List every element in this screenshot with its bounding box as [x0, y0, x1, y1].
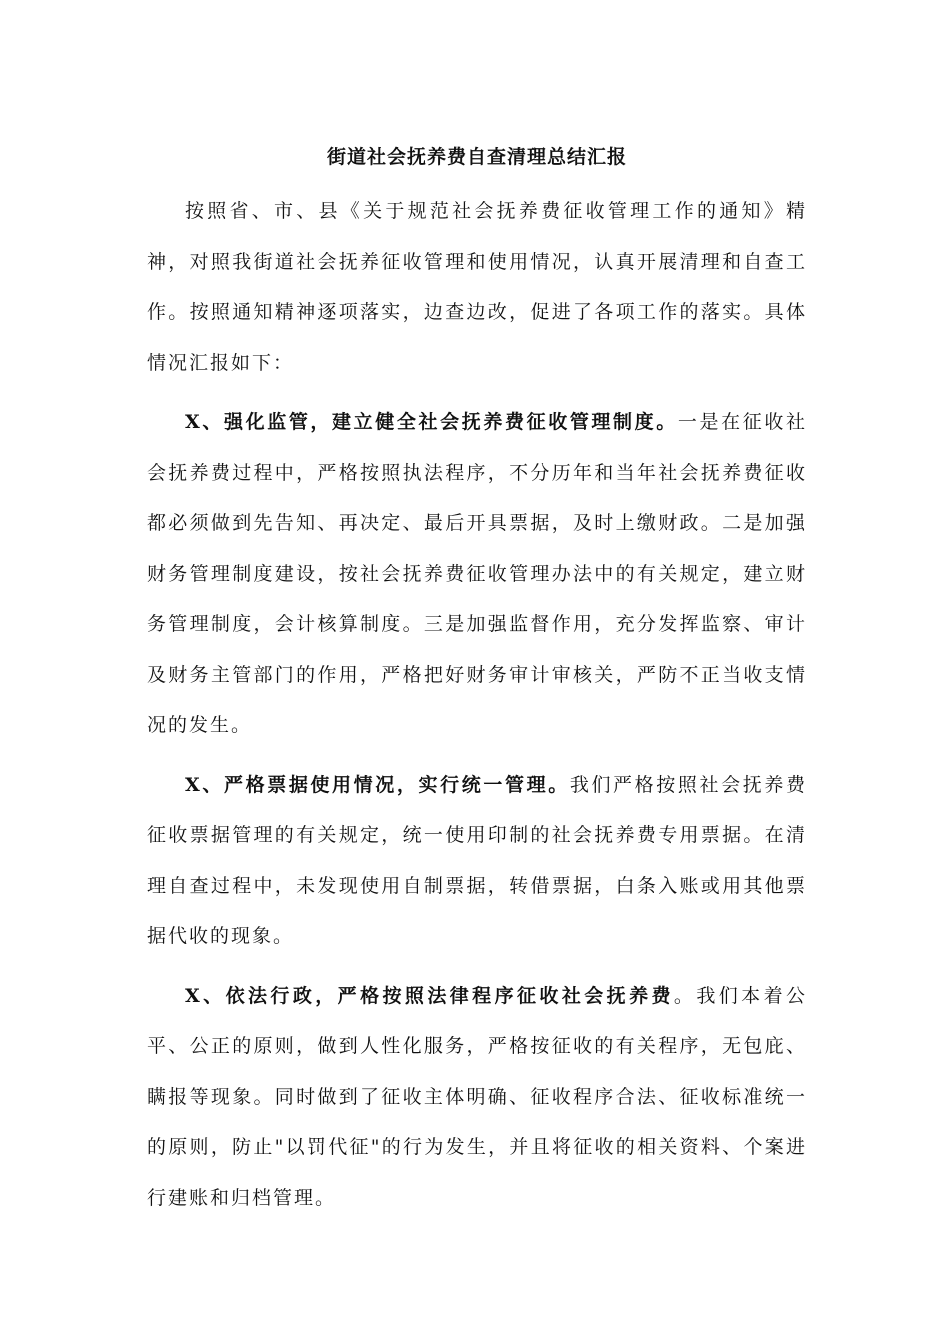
document-title: 街道社会抚养费自查清理总结汇报 [326, 146, 627, 168]
section-paragraph [147, 760, 807, 962]
section-paragraph [147, 971, 807, 1224]
document-page [147, 140, 807, 1232]
intro-paragraph: 按照省、市、县《关于规范社会抚养费征收管理工作的通知》精神，对照我街道社会抚养征收管理和使用情况，认真开展清理和自查工作。按照通知精神逐项落实，边查边改，促进了各项工作的落实。具体情况汇报如下： [147, 200, 807, 374]
section-paragraph [147, 397, 807, 751]
section-heading: X、依法行政，严格按照法律程序征收社会抚养费 [185, 984, 674, 1007]
section-body: 。我们本着公平、公正的原则，做到人性化服务，严格按征收的有关程序，无包庇、瞒报等现象。同时做到了征收主体明确、征收程序合法、征收标准统一的原则，防止"以罚代征"的行为发生，并且将征收的相关资料、个案进行建账和归档管理。 [147, 984, 807, 1209]
section-heading: X、严格票据使用情况，实行统一管理。 [185, 773, 570, 796]
section-heading: X、强化监管，建立健全社会抚养费征收管理制度。 [185, 411, 678, 433]
section-body: 我们严格按照社会抚养费征收票据管理的有关规定，统一使用印制的社会抚养费专用票据。在清理自查过程中，未发现使用自制票据，转借票据，白条入账或用其他票据代收的现象。 [147, 773, 807, 947]
section-body: 一是在征收社会抚养费过程中，严格按照执法程序，不分历年和当年社会抚养费征收都必须做到先告知、再决定、最后开具票据，及时上缴财政。二是加强财务管理制度建设，按社会抚养费征收管理办法中的有关规定，建立财务管理制度，会计核算制度。三是加强监督作用，充分发挥监察、审计及财务主管部门的作用，严格把好财务审计审核关，严防不正当收支情况的发生。 [147, 411, 807, 736]
